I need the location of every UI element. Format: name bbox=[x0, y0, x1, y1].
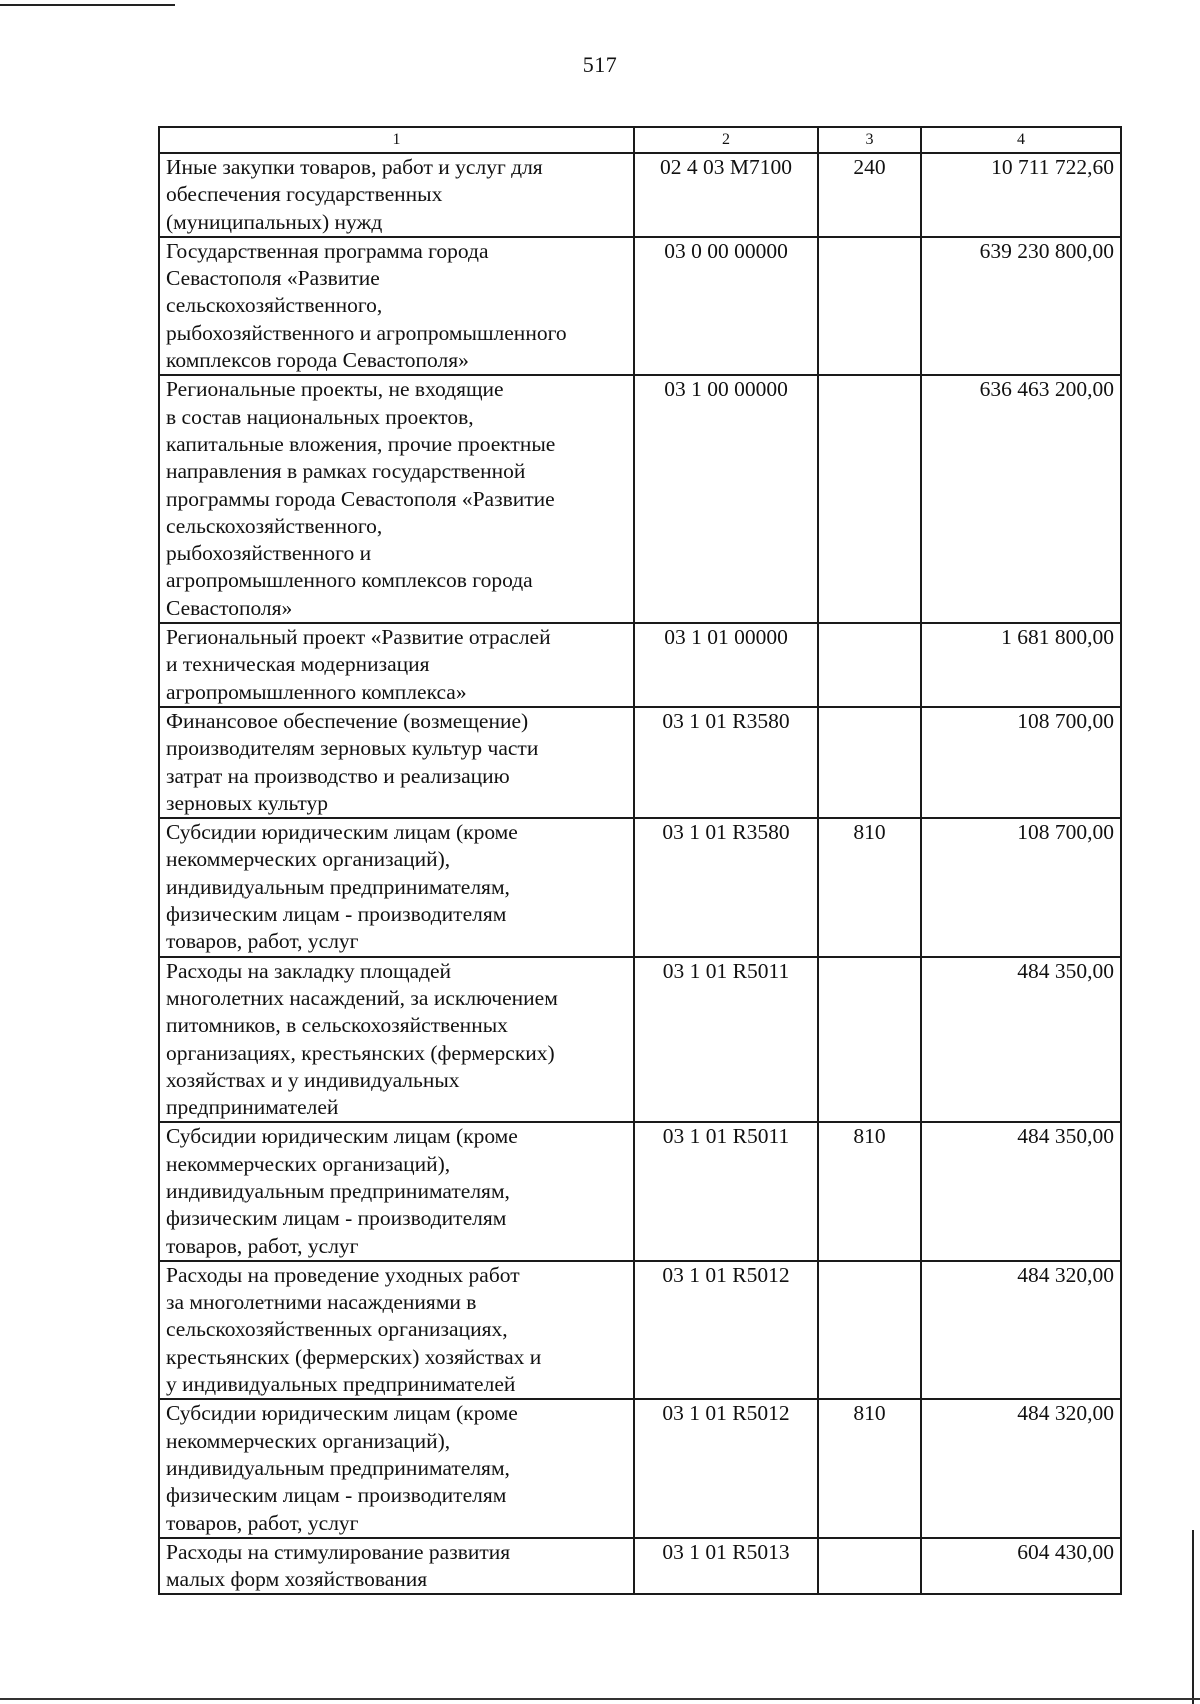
row-amount-cell bbox=[921, 707, 1121, 818]
row-type-cell bbox=[818, 153, 921, 237]
row-type-text: 810 bbox=[853, 1401, 886, 1426]
row-name-text: Субсидии юридическим лицам (кроме некоммерческих организаций), индивидуальным предпринимателям, физическим лицам - производителям товаров, работ, услуг bbox=[166, 820, 518, 954]
row-name-cell bbox=[159, 1261, 634, 1399]
row-type-cell bbox=[818, 375, 921, 623]
row-amount-cell bbox=[921, 1261, 1121, 1399]
row-amount-cell bbox=[921, 237, 1121, 375]
row-code-cell bbox=[634, 1399, 818, 1537]
row-amount-text: 639 230 800,00 bbox=[979, 238, 1114, 263]
row-code-text: 03 1 00 00000 bbox=[664, 377, 788, 402]
table-row bbox=[159, 957, 1121, 1123]
row-amount-text: 484 320,00 bbox=[1017, 1401, 1114, 1426]
row-amount-cell bbox=[921, 375, 1121, 623]
row-name-text: Расходы на проведение уходных работ за многолетними насаждениями в сельскохозяйственных организациях, крестьянских (фермерских) хозяйствах и у индивидуальных предпринимателей bbox=[166, 1262, 542, 1397]
header-col-3: 3 bbox=[818, 127, 921, 153]
row-amount-text: 10 711 722,60 bbox=[991, 155, 1114, 179]
row-type-cell bbox=[818, 707, 921, 818]
row-amount-text: 484 350,00 bbox=[1017, 958, 1114, 983]
row-type-text: 810 bbox=[853, 820, 886, 845]
row-amount-cell bbox=[921, 153, 1121, 237]
row-type-cell bbox=[818, 957, 921, 1123]
row-amount-text: 108 700,00 bbox=[1017, 708, 1114, 733]
row-type-cell bbox=[818, 237, 921, 375]
row-name-text: Субсидии юридическим лицам (кроме некоммерческих организаций), индивидуальным предпринимателям, физическим лицам - производителям товаров, работ, услуг bbox=[166, 1124, 518, 1258]
row-name-cell bbox=[159, 818, 634, 956]
table-row bbox=[159, 1399, 1121, 1537]
row-code-text: 03 1 01 R5012 bbox=[662, 1401, 790, 1426]
table-row bbox=[159, 1261, 1121, 1399]
row-type-text: 810 bbox=[853, 1124, 886, 1149]
row-type-cell bbox=[818, 1261, 921, 1399]
row-code-cell bbox=[634, 237, 818, 375]
table-body bbox=[159, 153, 1121, 1594]
page-number: 517 bbox=[582, 52, 618, 77]
header-col-1: 1 bbox=[159, 127, 634, 153]
budget-table bbox=[158, 126, 1122, 1595]
table-row bbox=[159, 237, 1121, 375]
row-code-cell bbox=[634, 1538, 818, 1595]
row-code-text: 03 1 01 R5012 bbox=[662, 1262, 790, 1287]
table-row bbox=[159, 375, 1121, 623]
header-col-2: 2 bbox=[634, 127, 818, 153]
row-amount-text: 484 320,00 bbox=[1017, 1262, 1114, 1287]
row-name-cell bbox=[159, 1122, 634, 1260]
row-name-text: Государственная программа города Севастополя «Развитие сельскохозяйственного, рыбохозяйственного и агропромышленного комплексов города Севастополя» bbox=[166, 238, 567, 373]
row-name-text: Иные закупки товаров, работ и услуг для обеспечения государственных (муниципальных) нужд bbox=[166, 155, 543, 234]
row-type-cell bbox=[818, 1538, 921, 1595]
table-row bbox=[159, 623, 1121, 707]
row-name-cell bbox=[159, 375, 634, 623]
row-code-cell bbox=[634, 1122, 818, 1260]
row-name-text: Региональные проекты, не входящие в состав национальных проектов, капитальные вложения, прочие проектные направления в рамках государственной программы города Севастополя «Развитие сельскохозяйственного, рыбохозяйственного и агропромышленного комплексов города Севастополя» bbox=[166, 377, 556, 620]
row-name-cell bbox=[159, 957, 634, 1123]
row-code-cell bbox=[634, 153, 818, 237]
row-code-cell bbox=[634, 375, 818, 623]
row-name-text: Региональный проект «Развитие отраслей и техническая модернизация агропромышленного комплекса» bbox=[166, 625, 551, 704]
row-amount-text: 484 350,00 bbox=[1017, 1124, 1114, 1149]
row-name-cell bbox=[159, 153, 634, 237]
scan-edge-bottom bbox=[0, 1698, 1200, 1700]
row-type-cell bbox=[818, 623, 921, 707]
row-code-cell bbox=[634, 623, 818, 707]
row-amount-text: 636 463 200,00 bbox=[979, 377, 1114, 402]
row-amount-text: 1 681 800,00 bbox=[1001, 625, 1114, 650]
table-row bbox=[159, 1538, 1121, 1595]
row-name-text: Финансовое обеспечение (возмещение) производителям зерновых культур части затрат на производство и реализацию зерновых культур bbox=[166, 708, 539, 815]
row-name-cell bbox=[159, 623, 634, 707]
row-code-text: 03 1 01 00000 bbox=[664, 625, 788, 650]
table-row bbox=[159, 1122, 1121, 1260]
row-type-cell bbox=[818, 818, 921, 956]
row-name-cell bbox=[159, 707, 634, 818]
row-name-text: Субсидии юридическим лицам (кроме некоммерческих организаций), индивидуальным предпринимателям, физическим лицам - производителям товаров, работ, услуг bbox=[166, 1401, 518, 1535]
row-amount-cell bbox=[921, 623, 1121, 707]
row-code-cell bbox=[634, 1261, 818, 1399]
table-row bbox=[159, 153, 1121, 237]
row-amount-cell bbox=[921, 1399, 1121, 1537]
row-amount-text: 108 700,00 bbox=[1017, 820, 1114, 845]
row-code-text: 03 1 01 R5013 bbox=[662, 1539, 790, 1564]
row-type-cell bbox=[818, 1399, 921, 1537]
table-header bbox=[159, 127, 1121, 153]
row-amount-cell bbox=[921, 1122, 1121, 1260]
row-name-text: Расходы на стимулирование развития малых форм хозяйствования bbox=[166, 1539, 511, 1592]
row-amount-cell bbox=[921, 818, 1121, 956]
row-code-text: 03 1 01 R3580 bbox=[662, 820, 790, 845]
row-code-text: 02 4 03 М7100 bbox=[660, 155, 792, 179]
header-row bbox=[159, 127, 1121, 153]
row-name-cell bbox=[159, 237, 634, 375]
row-amount-text: 604 430,00 bbox=[1017, 1539, 1114, 1564]
row-code-cell bbox=[634, 957, 818, 1123]
table-row bbox=[159, 707, 1121, 818]
row-code-text: 03 1 01 R5011 bbox=[662, 958, 790, 983]
row-code-cell bbox=[634, 818, 818, 956]
row-amount-cell bbox=[921, 957, 1121, 1123]
row-name-text: Расходы на закладку площадей многолетних насаждений, за исключением питомников, в сельскохозяйственных организациях, крестьянских (фермерских) хозяйствах и у индивидуальных предпринимателей bbox=[166, 958, 558, 1120]
row-name-cell bbox=[159, 1399, 634, 1537]
row-amount-cell bbox=[921, 1538, 1121, 1595]
header-col-4: 4 bbox=[921, 127, 1121, 153]
row-code-text: 03 0 00 00000 bbox=[664, 238, 788, 263]
row-code-text: 03 1 01 R3580 bbox=[662, 708, 790, 733]
row-code-text: 03 1 01 R5011 bbox=[662, 1124, 790, 1149]
row-name-cell bbox=[159, 1538, 634, 1595]
scan-edge-right bbox=[1192, 1530, 1194, 1704]
row-type-text: 240 bbox=[853, 155, 886, 179]
row-code-cell bbox=[634, 707, 818, 818]
table-row bbox=[159, 818, 1121, 956]
scan-edge-top bbox=[0, 4, 175, 6]
row-type-cell bbox=[818, 1122, 921, 1260]
